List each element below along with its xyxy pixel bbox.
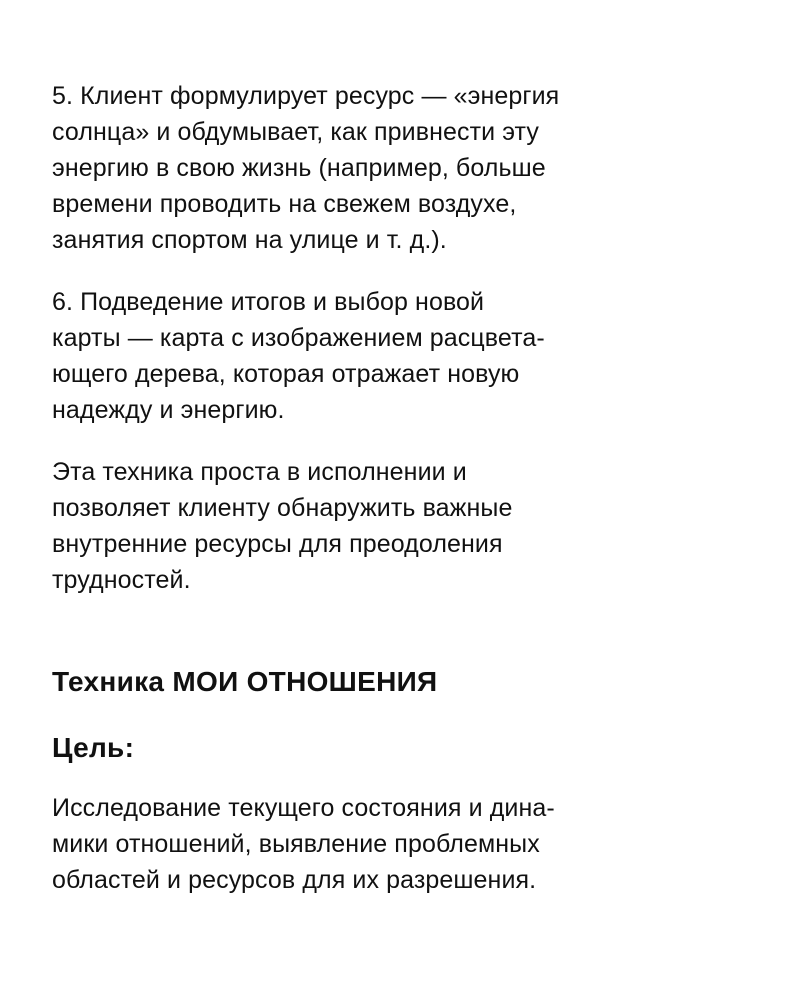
text-line: позволяет клиенту обнаружить важные [52,494,513,522]
text-line: занятия спортом на улице и т. д.). [52,226,447,254]
paragraph-step-5 [52,78,752,258]
text-line: Исследование текущего состояния и дина- [52,794,555,822]
paragraph-step-6 [52,284,752,428]
goal-paragraph [52,790,752,898]
text-line: солнца» и обдумывает, как привнести эту [52,118,539,146]
text-line: 5. Клиент формулирует ресурс — «энергия [52,82,560,110]
text-line: надежду и энергию. [52,396,285,424]
text-line: ющего дерева, которая отражает новую [52,360,520,388]
text-line: областей и ресурсов для их разрешения. [52,866,537,894]
text-line: энергию в свою жизнь (например, больше [52,154,546,182]
text-line: внутренние ресурсы для преодоления [52,530,503,558]
text-line: времени проводить на свежем воздухе, [52,190,517,218]
goal-label: Цель: [52,732,135,763]
text-line: трудностей. [52,566,191,594]
text-line: карты — карта с изображением расцвета- [52,324,545,352]
text-line: Эта техника проста в исполнении и [52,458,467,486]
text-line: мики отношений, выявление проблемных [52,830,540,858]
section-title: Техника МОИ ОТНОШЕНИЯ [52,666,438,697]
document-page [52,78,752,898]
text-line: 6. Подведение итогов и выбор новой [52,288,485,316]
paragraph-summary [52,454,752,598]
